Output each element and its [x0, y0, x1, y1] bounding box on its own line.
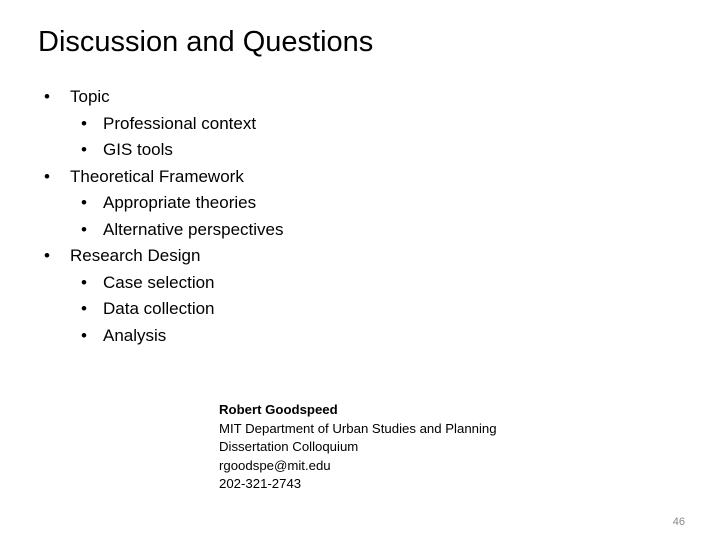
sub-bullet-item [0, 270, 728, 297]
sub-bullet-item [0, 190, 728, 217]
contact-email: rgoodspe@mit.edu [219, 457, 331, 473]
bullet-text: Appropriate theories [103, 193, 257, 212]
bullet-item [0, 84, 728, 111]
bullet-text: Research Design [70, 246, 201, 265]
bullet-marker: • [44, 166, 50, 186]
sub-bullet-item [0, 111, 728, 138]
bullet-marker: • [81, 219, 87, 239]
bullet-text: Analysis [103, 325, 167, 345]
contact-phone: 202-321-2743 [219, 476, 302, 492]
bullet-text: GIS tools [103, 140, 173, 159]
sub-bullet-item [0, 217, 728, 244]
sub-bullet-item [0, 323, 728, 350]
bullet-text: Professional context [103, 113, 257, 133]
bullet-text: Topic [70, 87, 110, 106]
bullet-list [0, 84, 728, 349]
bullet-marker: • [81, 299, 87, 318]
bullet-item [0, 243, 728, 270]
slide-number: 46 [672, 516, 685, 528]
bullet-marker: • [44, 246, 50, 265]
contact-event: Dissertation Colloquium [219, 439, 359, 455]
bullet-marker: • [81, 140, 87, 159]
bullet-text: Alternative perspectives [103, 219, 284, 239]
slide-title: Discussion and Questions [38, 26, 374, 58]
bullet-text: Case selection [103, 272, 215, 292]
bullet-marker: • [81, 113, 87, 133]
sub-bullet-item [0, 137, 728, 164]
bullet-text: Data collection [103, 299, 215, 318]
bullet-marker: • [81, 272, 87, 292]
bullet-item [0, 164, 728, 191]
bullet-marker: • [81, 325, 87, 345]
sub-bullet-item [0, 296, 728, 323]
bullet-marker: • [81, 193, 87, 212]
contact-name: Robert Goodspeed [219, 402, 338, 417]
bullet-marker: • [44, 87, 50, 106]
bullet-text: Theoretical Framework [70, 166, 244, 186]
contact-department: MIT Department of Urban Studies and Planning [219, 420, 497, 436]
contact-block [219, 401, 497, 494]
